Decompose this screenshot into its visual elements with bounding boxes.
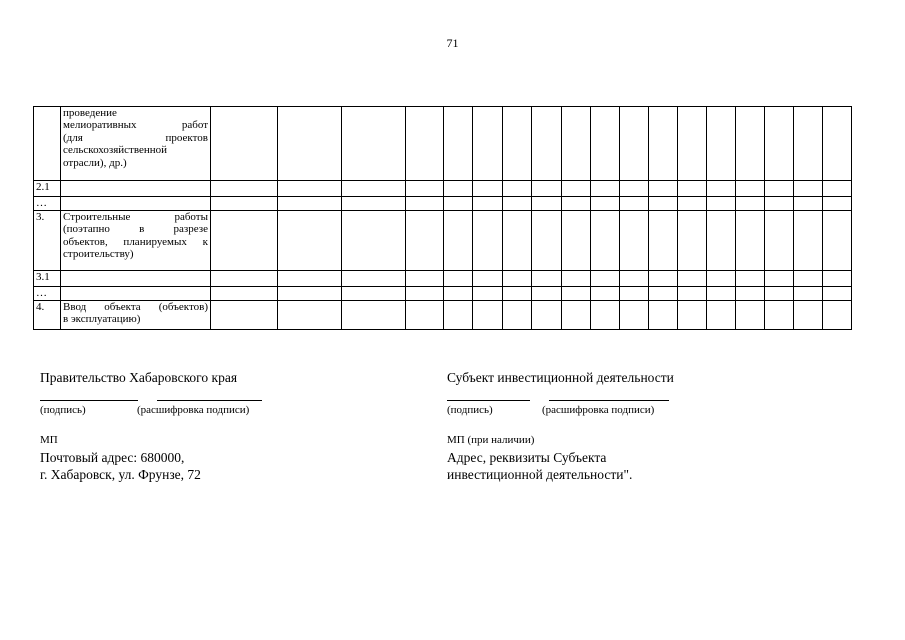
empty-cell: [678, 181, 707, 197]
row-description-line: (для проектов: [63, 131, 208, 144]
empty-cell: [765, 301, 794, 330]
empty-cell: [678, 197, 707, 211]
empty-cell: [562, 181, 591, 197]
empty-cell: [591, 197, 620, 211]
empty-cell: [406, 107, 444, 181]
empty-cell: [794, 211, 823, 271]
empty-cell: [736, 287, 765, 301]
empty-cell: [532, 271, 562, 287]
right-podpis-line: [447, 400, 530, 401]
empty-cell: [562, 271, 591, 287]
empty-cell: [211, 107, 278, 181]
empty-cell: [278, 197, 342, 211]
empty-cell: [620, 197, 649, 211]
row-description: [61, 271, 211, 287]
empty-cell: [503, 181, 532, 197]
right-rasshifrovka-line: [549, 400, 669, 401]
empty-cell: [406, 181, 444, 197]
empty-cell: [765, 211, 794, 271]
empty-cell: [211, 211, 278, 271]
empty-cell: [503, 301, 532, 330]
empty-cell: [278, 301, 342, 330]
right-address-line1: Адрес, реквизиты Субъекта: [447, 450, 607, 465]
empty-cell: [794, 301, 823, 330]
left-mp: МП: [40, 434, 58, 446]
empty-cell: [620, 287, 649, 301]
empty-cell: [562, 211, 591, 271]
empty-cell: [765, 197, 794, 211]
empty-cell: [823, 287, 852, 301]
empty-cell: [211, 301, 278, 330]
empty-cell: [707, 301, 736, 330]
empty-cell: [649, 301, 678, 330]
empty-cell: [823, 197, 852, 211]
row-description-line: строительству): [63, 248, 134, 261]
empty-cell: [473, 197, 503, 211]
empty-cell: [342, 287, 406, 301]
empty-cell: [211, 181, 278, 197]
empty-cell: [532, 287, 562, 301]
empty-cell: [649, 107, 678, 181]
empty-cell: [278, 181, 342, 197]
empty-cell: [211, 287, 278, 301]
empty-cell: [794, 197, 823, 211]
left-address-line2: г. Хабаровск, ул. Фрунзе, 72: [40, 467, 201, 482]
empty-cell: [591, 211, 620, 271]
empty-cell: [211, 271, 278, 287]
empty-cell: [736, 301, 765, 330]
empty-cell: [503, 211, 532, 271]
row-description-line: в эксплуатацию): [63, 313, 141, 326]
empty-cell: [649, 271, 678, 287]
empty-cell: [765, 107, 794, 181]
empty-cell: [591, 181, 620, 197]
empty-cell: [794, 107, 823, 181]
row-description-line: проведение: [63, 107, 117, 119]
empty-cell: [591, 287, 620, 301]
empty-cell: [503, 197, 532, 211]
empty-cell: [211, 197, 278, 211]
empty-cell: [406, 197, 444, 211]
empty-cell: [736, 107, 765, 181]
empty-cell: [473, 287, 503, 301]
empty-cell: [342, 211, 406, 271]
empty-cell: [444, 211, 473, 271]
empty-cell: [649, 181, 678, 197]
left-address-line1: Почтовый адрес: 680000,: [40, 450, 185, 465]
empty-cell: [678, 271, 707, 287]
empty-cell: [278, 271, 342, 287]
page-number: 71: [446, 36, 459, 50]
empty-cell: [678, 107, 707, 181]
empty-cell: [620, 107, 649, 181]
empty-cell: [823, 271, 852, 287]
row-number: 4.: [34, 301, 61, 330]
empty-cell: [736, 271, 765, 287]
table-row: [34, 287, 852, 301]
row-description-line: объектов, планируемых к: [63, 235, 208, 248]
empty-cell: [532, 197, 562, 211]
right-mp: МП (при наличии): [447, 434, 535, 446]
plan-table: [33, 106, 852, 330]
table-row: [34, 197, 852, 211]
empty-cell: [562, 287, 591, 301]
right-address-line2: инвестиционной деятельности".: [447, 467, 633, 482]
row-description-line: мелиоративных работ: [63, 119, 208, 132]
empty-cell: [503, 271, 532, 287]
row-description-line: Строительные работы: [63, 211, 208, 223]
empty-cell: [444, 107, 473, 181]
empty-cell: [823, 181, 852, 197]
empty-cell: [765, 271, 794, 287]
empty-cell: [591, 301, 620, 330]
empty-cell: [823, 211, 852, 271]
empty-cell: [649, 197, 678, 211]
left-rasshifrovka-line: [157, 400, 262, 401]
empty-cell: [678, 301, 707, 330]
empty-cell: [406, 271, 444, 287]
row-description: [61, 107, 211, 181]
empty-cell: [591, 271, 620, 287]
empty-cell: [342, 181, 406, 197]
table-row: [34, 181, 852, 197]
empty-cell: [532, 107, 562, 181]
empty-cell: [503, 107, 532, 181]
empty-cell: [794, 271, 823, 287]
empty-cell: [444, 197, 473, 211]
empty-cell: [794, 181, 823, 197]
empty-cell: [406, 287, 444, 301]
empty-cell: [794, 287, 823, 301]
empty-cell: [823, 107, 852, 181]
empty-cell: [823, 301, 852, 330]
empty-cell: [620, 211, 649, 271]
empty-cell: [342, 107, 406, 181]
empty-cell: [342, 301, 406, 330]
row-number: 3.1: [34, 271, 61, 287]
empty-cell: [406, 211, 444, 271]
empty-cell: [765, 181, 794, 197]
empty-cell: [473, 301, 503, 330]
left-podpis-label: (подпись): [40, 404, 86, 416]
row-description: [61, 197, 211, 211]
right-podpis-label: (подпись): [447, 404, 493, 416]
row-description: [61, 211, 211, 271]
empty-cell: [473, 181, 503, 197]
empty-cell: [278, 107, 342, 181]
empty-cell: [707, 197, 736, 211]
empty-cell: [707, 271, 736, 287]
empty-cell: [444, 181, 473, 197]
left-signature-title: Правительство Хабаровского края: [40, 370, 238, 385]
row-number: 3.: [34, 211, 61, 271]
empty-cell: [736, 181, 765, 197]
empty-cell: [473, 271, 503, 287]
row-number: 2.1: [34, 181, 61, 197]
empty-cell: [406, 301, 444, 330]
empty-cell: [591, 107, 620, 181]
empty-cell: [532, 301, 562, 330]
empty-cell: [562, 197, 591, 211]
empty-cell: [278, 287, 342, 301]
empty-cell: [503, 287, 532, 301]
empty-cell: [532, 211, 562, 271]
empty-cell: [707, 107, 736, 181]
empty-cell: [342, 271, 406, 287]
right-rasshifrovka-label: (расшифровка подписи): [542, 404, 655, 416]
row-number: …: [34, 287, 61, 301]
empty-cell: [707, 181, 736, 197]
empty-cell: [678, 211, 707, 271]
table-row: [34, 301, 852, 330]
table-row: [34, 211, 852, 271]
row-number: [34, 107, 61, 181]
empty-cell: [736, 197, 765, 211]
empty-cell: [473, 107, 503, 181]
row-number: …: [34, 197, 61, 211]
empty-cell: [649, 211, 678, 271]
empty-cell: [678, 287, 707, 301]
empty-cell: [278, 211, 342, 271]
row-description: [61, 301, 211, 330]
empty-cell: [620, 301, 649, 330]
row-description-line: сельскохозяйственной: [63, 144, 168, 157]
right-signature-title: Субъект инвестиционной деятельности: [447, 370, 674, 385]
empty-cell: [707, 287, 736, 301]
empty-cell: [707, 211, 736, 271]
empty-cell: [473, 211, 503, 271]
empty-cell: [620, 181, 649, 197]
empty-cell: [765, 287, 794, 301]
empty-cell: [444, 287, 473, 301]
empty-cell: [562, 301, 591, 330]
empty-cell: [649, 287, 678, 301]
row-description-line: отрасли), др.): [63, 156, 127, 169]
empty-cell: [342, 197, 406, 211]
left-podpis-line: [40, 400, 138, 401]
table-row: [34, 271, 852, 287]
table-row: [34, 107, 852, 181]
row-description: [61, 287, 211, 301]
row-description: [61, 181, 211, 197]
row-description-line: (поэтапно в разрезе: [63, 223, 208, 236]
empty-cell: [620, 271, 649, 287]
empty-cell: [532, 181, 562, 197]
row-description-line: Ввод объекта (объектов): [63, 301, 208, 313]
empty-cell: [736, 211, 765, 271]
left-rasshifrovka-label: (расшифровка подписи): [137, 404, 250, 416]
empty-cell: [562, 107, 591, 181]
empty-cell: [444, 301, 473, 330]
empty-cell: [444, 271, 473, 287]
